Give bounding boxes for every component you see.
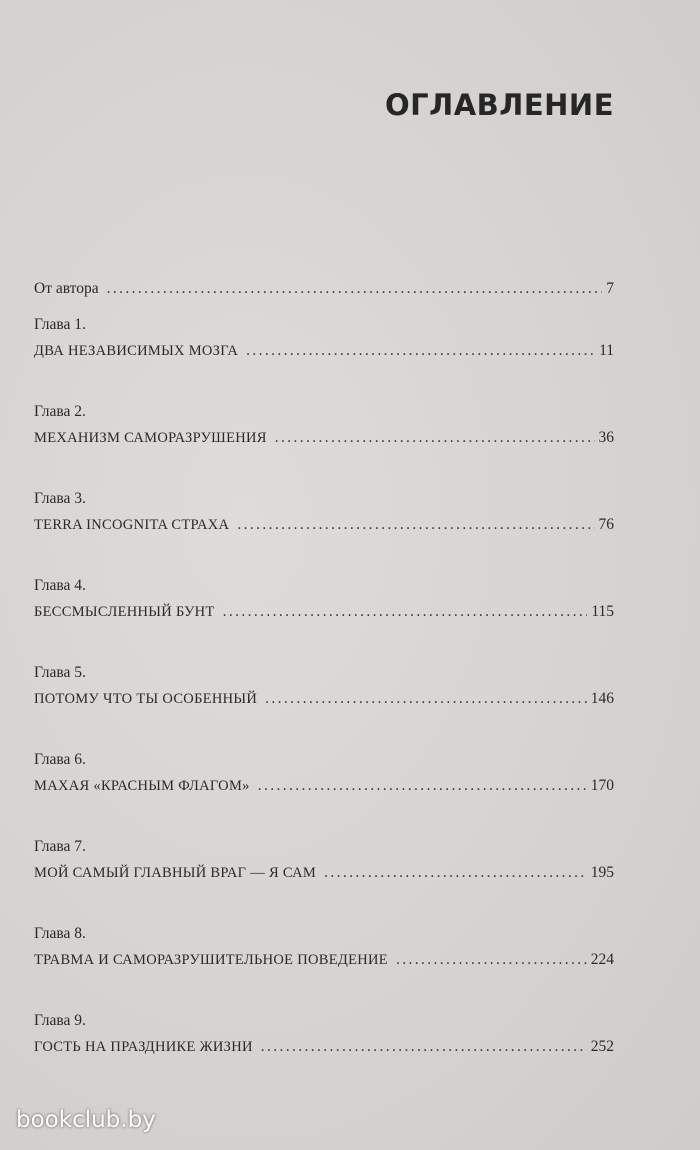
toc-line [34, 512, 614, 538]
toc-entry-chapter-5 [34, 660, 614, 712]
dot-leader [324, 860, 587, 886]
toc-entry-chapter-7 [34, 834, 614, 886]
dot-leader [107, 276, 603, 302]
chapter-label: Глава 5. [34, 664, 86, 681]
chapter-label: Глава 1. [34, 316, 86, 333]
page-number: 146 [590, 690, 614, 707]
toc-entry-chapter-4 [34, 573, 614, 625]
table-of-contents [34, 276, 614, 1060]
toc-entry-chapter-3 [34, 486, 614, 538]
chapter-title: ГОСТЬ НА ПРАЗДНИКЕ ЖИЗНИ [34, 1039, 253, 1055]
chapter-title: МЕХАНИЗМ САМОРАЗРУШЕНИЯ [34, 430, 267, 446]
chapter-label: Глава 3. [34, 490, 86, 507]
dot-leader [265, 686, 587, 712]
chapter-label: Глава 8. [34, 925, 86, 942]
page-title: ОГЛАВЛЕНИЕ [384, 88, 614, 122]
toc-line [34, 860, 614, 886]
toc-entry-chapter-8 [34, 921, 614, 973]
toc-line [34, 425, 614, 451]
chapter-title: TERRA INCOGNITA СТРАХА [34, 517, 230, 533]
chapter-title: ПОТОМУ ЧТО ТЫ ОСОБЕННЫЙ [34, 691, 258, 707]
toc-entry-chapter-2 [34, 399, 614, 451]
toc-line [34, 686, 614, 712]
page-number: 195 [590, 864, 614, 881]
toc-entry-foreword [34, 276, 614, 302]
toc-line [34, 1034, 614, 1060]
dot-leader [258, 773, 587, 799]
dot-leader [275, 425, 595, 451]
toc-line [34, 338, 614, 364]
chapter-label: Глава 6. [34, 751, 86, 768]
toc-line [34, 599, 614, 625]
page-number: 115 [591, 603, 614, 620]
toc-line [34, 276, 614, 302]
page-number: 11 [599, 342, 614, 359]
toc-line [34, 773, 614, 799]
chapter-label: Глава 7. [34, 838, 86, 855]
chapter-label: Глава 4. [34, 577, 86, 594]
page-number: 76 [598, 516, 614, 533]
page-number: 224 [590, 951, 614, 968]
watermark: bookclub.by [16, 1107, 156, 1133]
dot-leader [261, 1034, 587, 1060]
page-number: 252 [590, 1038, 614, 1055]
chapter-title: ТРАВМА И САМОРАЗРУШИТЕЛЬНОЕ ПОВЕДЕНИЕ [34, 952, 388, 968]
chapter-label: Глава 2. [34, 403, 86, 420]
page-number: 7 [606, 280, 614, 297]
page-number: 36 [598, 429, 614, 446]
chapter-title: МОЙ САМЫЙ ГЛАВНЫЙ ВРАГ — Я САМ [34, 865, 317, 881]
dot-leader [246, 338, 595, 364]
entry-title: От автора [34, 280, 99, 297]
toc-entry-chapter-6 [34, 747, 614, 799]
toc-entry-chapter-1 [34, 312, 614, 364]
chapter-label: Глава 9. [34, 1012, 86, 1029]
page-number: 170 [590, 777, 614, 794]
dot-leader [396, 947, 587, 973]
chapter-title: ДВА НЕЗАВИСИМЫХ МОЗГА [34, 343, 239, 359]
toc-line [34, 947, 614, 973]
dot-leader [237, 512, 594, 538]
dot-leader [223, 599, 588, 625]
toc-entry-chapter-9 [34, 1008, 614, 1060]
chapter-title: МАХАЯ «КРАСНЫМ ФЛАГОМ» [34, 778, 250, 794]
chapter-title: БЕССМЫСЛЕННЫЙ БУНТ [34, 604, 215, 620]
